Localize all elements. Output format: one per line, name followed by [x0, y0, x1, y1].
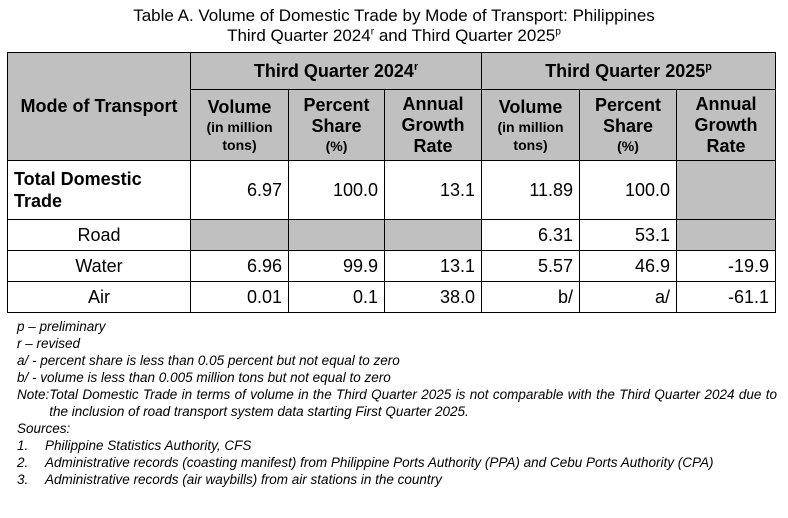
- table-row-total: [8, 161, 776, 220]
- col-growth-2024: Annual Growth Rate: [385, 90, 482, 161]
- table-row-water: [8, 251, 776, 282]
- period-header-2024: Third Quarter 2024$^r$: [191, 53, 482, 90]
- note-preliminary: p – preliminary: [17, 319, 106, 334]
- table-cell: 100.0: [580, 161, 677, 220]
- note-label: Note:: [17, 387, 50, 402]
- table-cell: 13.1: [385, 161, 482, 220]
- table-cell: 46.9: [580, 251, 677, 282]
- col-volume-2025: Volume (in million tons): [482, 90, 580, 161]
- table-cell: 53.1: [580, 220, 677, 251]
- note-revised: r – revised: [17, 336, 81, 351]
- table-cell: -19.9: [677, 251, 776, 282]
- title-sup-preliminary: p: [555, 26, 561, 38]
- table-cell: 13.1: [385, 251, 482, 282]
- col-volume-2024: Volume (in million tons): [191, 90, 289, 161]
- table-cell: 0.01: [191, 282, 289, 313]
- table-cell-empty: [677, 161, 776, 220]
- table-cell: 100.0: [289, 161, 385, 220]
- title-line-1: Table A. Volume of Domestic Trade by Mode of Transport: Philippines: [133, 6, 655, 25]
- title-line-2: [0, 26, 788, 46]
- table-cell-empty: [677, 220, 776, 251]
- table-cell: 0.1: [289, 282, 385, 313]
- table-cell: 6.96: [191, 251, 289, 282]
- row-label: Road: [8, 220, 191, 251]
- period-header-row: [8, 53, 776, 90]
- table-cell: b/: [482, 282, 580, 313]
- table-cell: 6.31: [482, 220, 580, 251]
- row-label: Water: [8, 251, 191, 282]
- mode-header: Mode of Transport: [8, 53, 191, 161]
- col-share-2025: Percent Share (%): [580, 90, 677, 161]
- col-growth-2025: Annual Growth Rate: [677, 90, 776, 161]
- sources-label: Sources:: [17, 421, 71, 436]
- source-item: 1. Philippine Statistics Authority, CFS: [17, 438, 252, 453]
- table-row-air: [8, 282, 776, 313]
- table-title: [0, 6, 788, 46]
- row-label: Air: [8, 282, 191, 313]
- note-text: Total Domestic Trade in terms of volume in the Third Quarter 2025 is not comparable with the Third Quarter 2024 due to the inclusion of road transport system data starting First Quarter 2025.: [49, 387, 777, 419]
- table-cell: 5.57: [482, 251, 580, 282]
- table-cell: 6.97: [191, 161, 289, 220]
- source-item: 3. Administrative records (air waybills) from air stations in the country: [17, 472, 442, 487]
- table-cell-empty: [385, 220, 482, 251]
- row-label: Total Domestic Trade: [8, 161, 191, 220]
- title-period-2024: Third Quarter 2024: [227, 26, 371, 45]
- note-a: a/ - percent share is less than 0.05 percent but not equal to zero: [17, 353, 400, 368]
- table-cell-empty: [289, 220, 385, 251]
- note-comparability: [17, 386, 777, 420]
- table-notes: [17, 318, 777, 488]
- col-share-2024: Percent Share (%): [289, 90, 385, 161]
- title-sup-revised: r: [370, 26, 375, 38]
- table-cell: 38.0: [385, 282, 482, 313]
- table-cell-empty: [191, 220, 289, 251]
- table-cell: 99.9: [289, 251, 385, 282]
- table-cell: -61.1: [677, 282, 776, 313]
- table-row-road: [8, 220, 776, 251]
- period-header-2025: Third Quarter 2025$^p$: [482, 53, 776, 90]
- note-b: b/ - volume is less than 0.005 million tons but not equal to zero: [17, 370, 391, 385]
- source-item: 2. Administrative records (coasting manifest) from Philippine Ports Authority (PPA) and Cebu Ports Authority (CPA): [17, 455, 714, 470]
- table-cell: a/: [580, 282, 677, 313]
- trade-table: [7, 52, 776, 313]
- table-cell: 11.89: [482, 161, 580, 220]
- title-period-2025: and Third Quarter 2025: [374, 26, 556, 45]
